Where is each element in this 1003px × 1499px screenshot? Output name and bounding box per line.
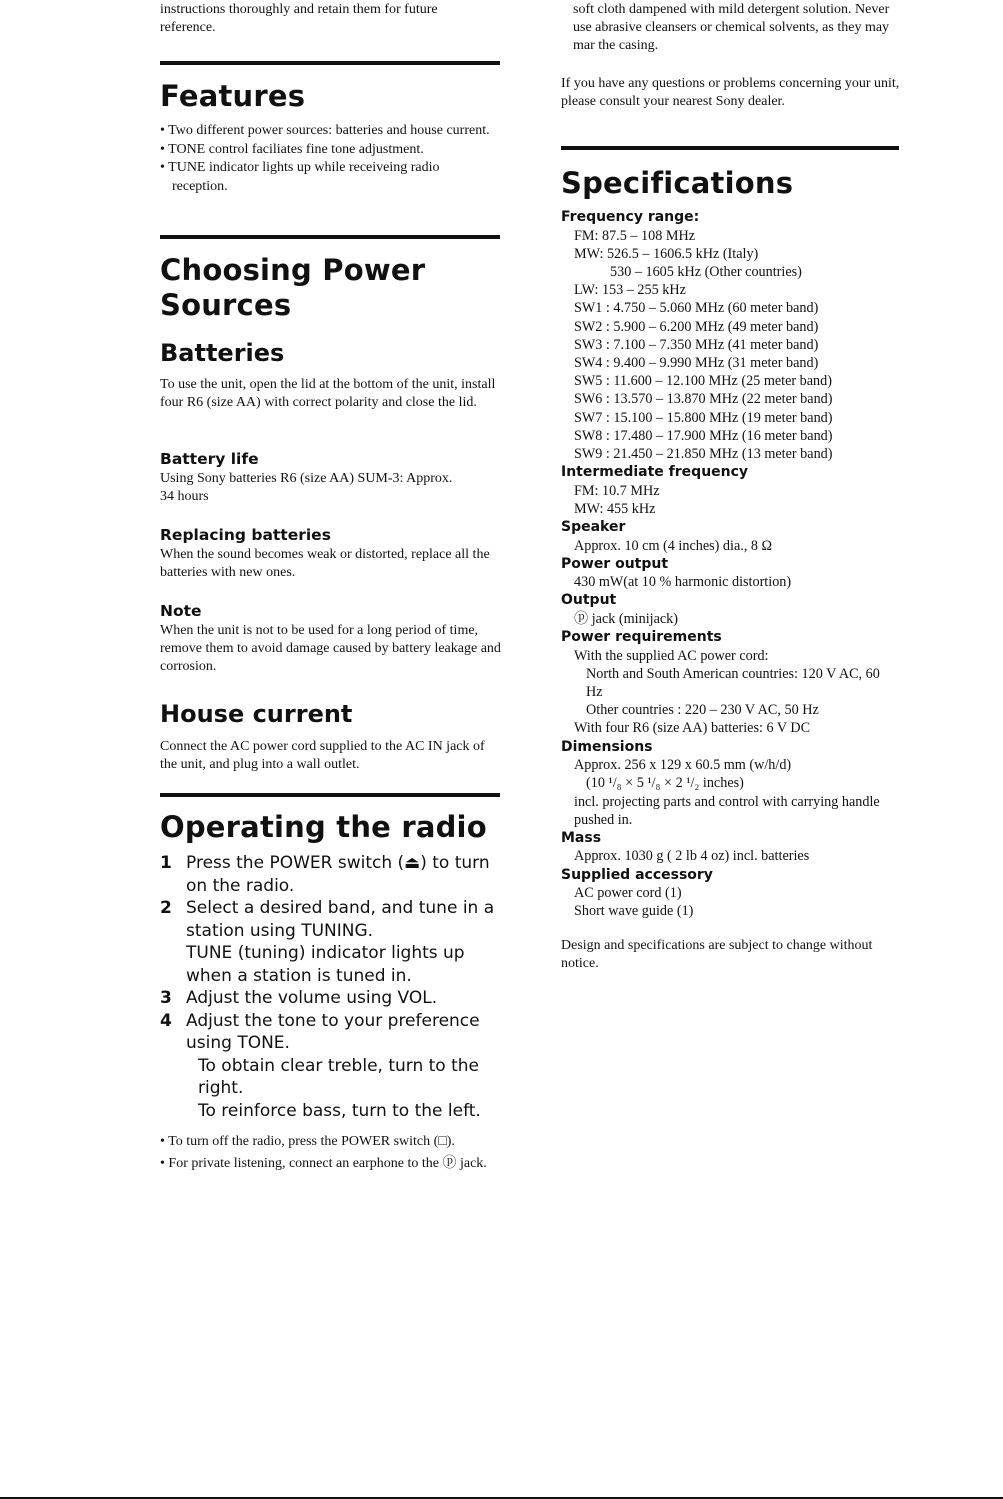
step-sub-text: To reinforce bass, turn to the left. [198,1100,481,1121]
step-item [160,852,505,897]
spec-line: FM: 87.5 – 108 MHz [574,227,695,244]
house-current-text: Connect the AC power cord supplied to the AC IN jack of the unit, and plug into a wall outlet. [160,739,485,772]
list-item: • TUNE indicator lights up while receiveing radio reception. [160,159,490,196]
care-tail-text: soft cloth dampened with mild detergent solution. Never use abrasive cleansers or chemical solvents, as they may mar the casing. [573,2,890,53]
section-rule [160,61,500,65]
list-item: • For private listening, connect an earphone to the ⓟ jack. [160,1155,495,1174]
spec-line: SW4 : 9.400 – 9.990 MHz (31 meter band) [574,354,819,371]
list-item: • Two different power sources: batteries and house current. [160,122,490,141]
specifications-heading: Specifications [561,166,794,200]
specifications-list [561,208,961,973]
spec-line: MW: 455 kHz [574,500,656,517]
spec-label-speaker: Speaker [561,519,626,536]
spec-line: Short wave guide (1) [574,903,694,920]
list-item: • To turn off the radio, press the POWER switch (□). [160,1133,495,1152]
step-number: 3 [160,988,172,1008]
spec-line: SW5 : 11.600 – 12.100 MHz (25 meter band) [574,373,832,390]
step-extra-text: TUNE (tuning) indicator lights up when a station is tuned in. [186,943,465,986]
spec-line: ⓟ jack (minijack) [574,610,679,627]
spec-line: FM: 10.7 MHz [574,482,660,499]
house-current-heading: House current [160,700,353,728]
spec-label-intermediate-frequency: Intermediate frequency [561,464,749,481]
operating-notes [160,1133,495,1173]
step-text: Adjust the tone to your preference using TONE. [186,1010,480,1053]
spec-label-frequency: Frequency range: [561,209,700,225]
spec-line: Approx. 10 cm (4 inches) dia., 8 Ω [574,537,773,554]
spec-line: Approx. 1030 g ( 2 lb 4 oz) incl. batteries [574,848,810,865]
batteries-text: To use the unit, open the lid at the bottom of the unit, install four R6 (size AA) with correct polarity and close the lid. [160,377,496,410]
spec-label-power-output: Power output [561,555,669,572]
step-item [160,987,505,1010]
step-number: 1 [160,853,172,873]
spec-line: 430 mW(at 10 % harmonic distortion) [574,574,792,591]
spec-line: SW1 : 4.750 – 5.060 MHz (60 meter band) [574,300,819,317]
replacing-batteries-text: When the sound becomes weak or distorted, replace all the batteries with new ones. [160,547,490,580]
batteries-heading: Batteries [160,339,285,367]
section-rule [160,793,500,797]
section-rule [160,235,500,239]
list-item: • TONE control faciliates fine tone adjustment. [160,141,490,160]
operating-heading: Operating the radio [160,810,487,844]
note-heading: Note [160,602,202,620]
features-heading: Features [160,79,306,113]
spec-label-output: Output [561,592,617,609]
choosing-power-heading: Choosing Power Sources [160,253,426,322]
step-item [160,897,505,987]
battery-life-text: Using Sony batteries R6 (size AA) SUM-3: Approx. 34 hours [160,471,453,504]
spec-line: With four R6 (size AA) batteries: 6 V DC [574,720,811,737]
spec-label-supplied-accessory: Supplied accessory [561,866,713,883]
battery-life-heading: Battery life [160,450,259,468]
spec-line: SW6 : 13.570 – 13.870 MHz (22 meter band) [574,391,833,408]
spec-line: 530 – 1605 kHz (Other countries) [610,263,802,280]
note-text: When the unit is not to be used for a long period of time, remove them to avoid damage caused by battery leakage and corrosion. [160,623,501,674]
step-item [160,1010,505,1123]
spec-label-mass: Mass [561,829,602,846]
spec-line: SW9 : 21.450 – 21.850 MHz (13 meter band) [574,445,833,462]
operating-steps [160,852,505,1122]
spec-line: incl. projecting parts and control with carrying handle pushed in. [574,793,880,828]
spec-line: Approx. 256 x 129 x 60.5 mm (w/h/d) [574,757,792,774]
replacing-batteries-heading: Replacing batteries [160,526,331,544]
spec-label-dimensions: Dimensions [561,738,653,755]
spec-line: SW7 : 15.100 – 15.800 MHz (19 meter band) [574,409,833,426]
spec-label-power-requirements: Power requirements [561,629,722,646]
features-list [160,122,490,196]
step-text: Adjust the volume using VOL. [186,988,438,1008]
step-text: Press the POWER switch (⏏) to turn on the radio. [186,853,490,896]
specs-footer-text: Design and specifications are subject to change without notice. [561,937,873,971]
intro-tail-text: instructions thoroughly and retain them for future reference. [160,2,438,35]
step-number: 2 [160,898,172,918]
questions-text: If you have any questions or problems concerning your unit, please consult your nearest Sony dealer. [561,76,900,109]
spec-line: (10 ¹/₈ × 5 ¹/₈ × 2 ¹/₂ inches) [586,775,744,792]
spec-line: AC power cord (1) [574,885,682,902]
spec-line: LW: 153 – 255 kHz [574,282,686,299]
spec-line: SW3 : 7.100 – 7.350 MHz (41 meter band) [574,336,819,353]
spec-line: SW8 : 17.480 – 17.900 MHz (16 meter band) [574,427,833,444]
step-sub-text: To obtain clear treble, turn to the right. [198,1055,480,1098]
spec-line: Other countries : 220 – 230 V AC, 50 Hz [586,702,819,719]
step-text: Select a desired band, and tune in a station using TUNING. [186,898,495,941]
step-number: 4 [160,1010,172,1031]
spec-line: With the supplied AC power cord: [574,647,769,664]
spec-line: MW: 526.5 – 1606.5 kHz (Italy) [574,245,759,262]
section-rule [561,146,899,150]
spec-line: North and South American countries: 120 V AC, 60 Hz [586,665,880,701]
spec-line: SW2 : 5.900 – 6.200 MHz (49 meter band) [574,318,819,335]
